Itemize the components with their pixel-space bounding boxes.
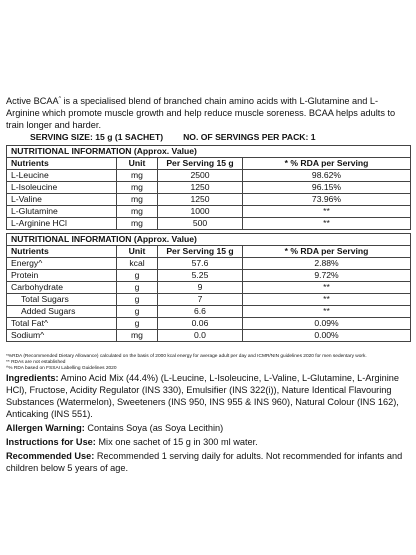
recommended-label: Recommended Use: [6, 451, 95, 462]
cell-unit: mg [117, 218, 158, 230]
header-unit: Unit [117, 246, 158, 258]
header-per-serving: Per Serving 15 g [158, 158, 243, 170]
allergen-label: Allergen Warning: [6, 423, 85, 434]
table-row [7, 282, 411, 294]
cell-unit: mg [117, 182, 158, 194]
cell-rda: ** [243, 218, 411, 230]
cell-unit: g [117, 306, 158, 318]
product-description [6, 93, 410, 131]
table-row [7, 258, 411, 270]
cell-nutrient: Protein [7, 270, 117, 282]
cell-unit: g [117, 318, 158, 330]
cell-per-serving: 1000 [158, 206, 243, 218]
instructions-label: Instructions for Use: [6, 437, 96, 448]
brand-superscript: ^ [58, 96, 61, 102]
instructions-text: Mix one sachet of 15 g in 300 ml water. [95, 437, 258, 448]
table-header-row [7, 158, 411, 170]
table-row [7, 318, 411, 330]
footnote-not-established: ** RDAs are not established [6, 360, 66, 366]
cell-nutrient: L-Leucine [7, 170, 117, 182]
cell-per-serving: 0.06 [158, 318, 243, 330]
table-row [7, 182, 411, 194]
nutrition-table-amino-acids [6, 145, 411, 230]
nutrition-table-macros [6, 233, 411, 342]
table-caption-row [7, 146, 411, 158]
table-caption-row [7, 234, 411, 246]
brand-name: Active BCAA [6, 96, 59, 107]
cell-nutrient: Added Sugars [7, 306, 117, 318]
cell-per-serving: 7 [158, 294, 243, 306]
recommended-text: Recommended 1 serving daily for adults. Not recommended for infants and children below 5 years of age. [6, 451, 403, 474]
ingredients-label: Ingredients: [6, 373, 59, 384]
header-rda: * % RDA per Serving [243, 158, 411, 170]
cell-nutrient: Sodium^ [7, 330, 117, 342]
cell-unit: mg [117, 170, 158, 182]
cell-per-serving: 500 [158, 218, 243, 230]
cell-nutrient: Energy^ [7, 258, 117, 270]
table-header-row [7, 246, 411, 258]
cell-rda: ** [243, 294, 411, 306]
footnote-rda: *%RDA (Recommended Dietary Allowance) calculated on the basis of 2000 kcal energy for average adult per day and ICMR/NIN guidelines 2020 for men sedentary work. [6, 354, 367, 360]
table-row [7, 330, 411, 342]
cell-rda: 0.09% [243, 318, 411, 330]
cell-unit: mg [117, 194, 158, 206]
table-row [7, 294, 411, 306]
cell-rda: ** [243, 282, 411, 294]
footnote-fssai: ^% RDA based on FSSAI Labelling Guidelines 2020 [6, 366, 117, 372]
cell-nutrient: Carbohydrate [7, 282, 117, 294]
cell-nutrient: L-Arginine HCl [7, 218, 117, 230]
cell-nutrient: L-Valine [7, 194, 117, 206]
cell-rda: 96.15% [243, 182, 411, 194]
cell-rda: 98.62% [243, 170, 411, 182]
cell-rda: ** [243, 206, 411, 218]
description-text: is a specialised blend of branched chain amino acids with L-Glutamine and L- Arginine which promote muscle growth and help reduce muscle soreness. BCAA helps adults to train longer and harder. [6, 96, 396, 131]
cell-nutrient: L-Glutamine [7, 206, 117, 218]
allergen-warning [6, 422, 410, 434]
header-unit: Unit [117, 158, 158, 170]
table-row [7, 170, 411, 182]
cell-unit: mg [117, 206, 158, 218]
table-row [7, 194, 411, 206]
cell-unit: mg [117, 330, 158, 342]
cell-unit: g [117, 270, 158, 282]
footnotes [6, 354, 410, 372]
cell-unit: g [117, 294, 158, 306]
cell-per-serving: 1250 [158, 182, 243, 194]
table-row [7, 306, 411, 318]
cell-per-serving: 57.6 [158, 258, 243, 270]
cell-nutrient: L-Isoleucine [7, 182, 117, 194]
table-row [7, 218, 411, 230]
cell-rda: 0.00% [243, 330, 411, 342]
header-nutrients: Nutrients [7, 158, 117, 170]
cell-nutrient: Total Sugars [7, 294, 117, 306]
serving-size: SERVING SIZE: 15 g (1 SACHET) [30, 132, 164, 143]
cell-unit: kcal [117, 258, 158, 270]
cell-rda: 2.88% [243, 258, 411, 270]
instructions [6, 436, 410, 448]
serving-info [30, 132, 410, 143]
ingredients [6, 372, 410, 420]
ingredients-text: Amino Acid Mix (44.4%) (L-Leucine, L-Isoleucine, L-Valine, L-Glutamine, L-Arginine HCl), Fructose, Acidity Regulator (INS 330), Emulsifier (INS 322(i)), Nature Identical Flavouring Substances (Watermelon), Sweeteners (INS 950, INS 955 & INS 960), Natural Colour (INS 162), Anticaking (INS 551). [6, 373, 400, 420]
header-nutrients: Nutrients [7, 246, 117, 258]
cell-per-serving: 0.0 [158, 330, 243, 342]
nutrition-label [6, 93, 410, 474]
servings-per-pack: NO. OF SERVINGS PER PACK: 1 [183, 132, 316, 143]
cell-per-serving: 1250 [158, 194, 243, 206]
table-caption: NUTRITIONAL INFORMATION (Approx. Value) [7, 146, 411, 158]
cell-per-serving: 9 [158, 282, 243, 294]
cell-rda: ** [243, 306, 411, 318]
header-per-serving: Per Serving 15 g [158, 246, 243, 258]
table-caption: NUTRITIONAL INFORMATION (Approx. Value) [7, 234, 411, 246]
header-rda: * % RDA per Serving [243, 246, 411, 258]
cell-per-serving: 6.6 [158, 306, 243, 318]
cell-nutrient: Total Fat^ [7, 318, 117, 330]
cell-per-serving: 2500 [158, 170, 243, 182]
cell-unit: g [117, 282, 158, 294]
recommended-use [6, 450, 410, 474]
table-row [7, 206, 411, 218]
cell-rda: 9.72% [243, 270, 411, 282]
cell-rda: 73.96% [243, 194, 411, 206]
allergen-text: Contains Soya (as Soya Lecithin) [84, 423, 224, 434]
table-row [7, 270, 411, 282]
cell-per-serving: 5.25 [158, 270, 243, 282]
